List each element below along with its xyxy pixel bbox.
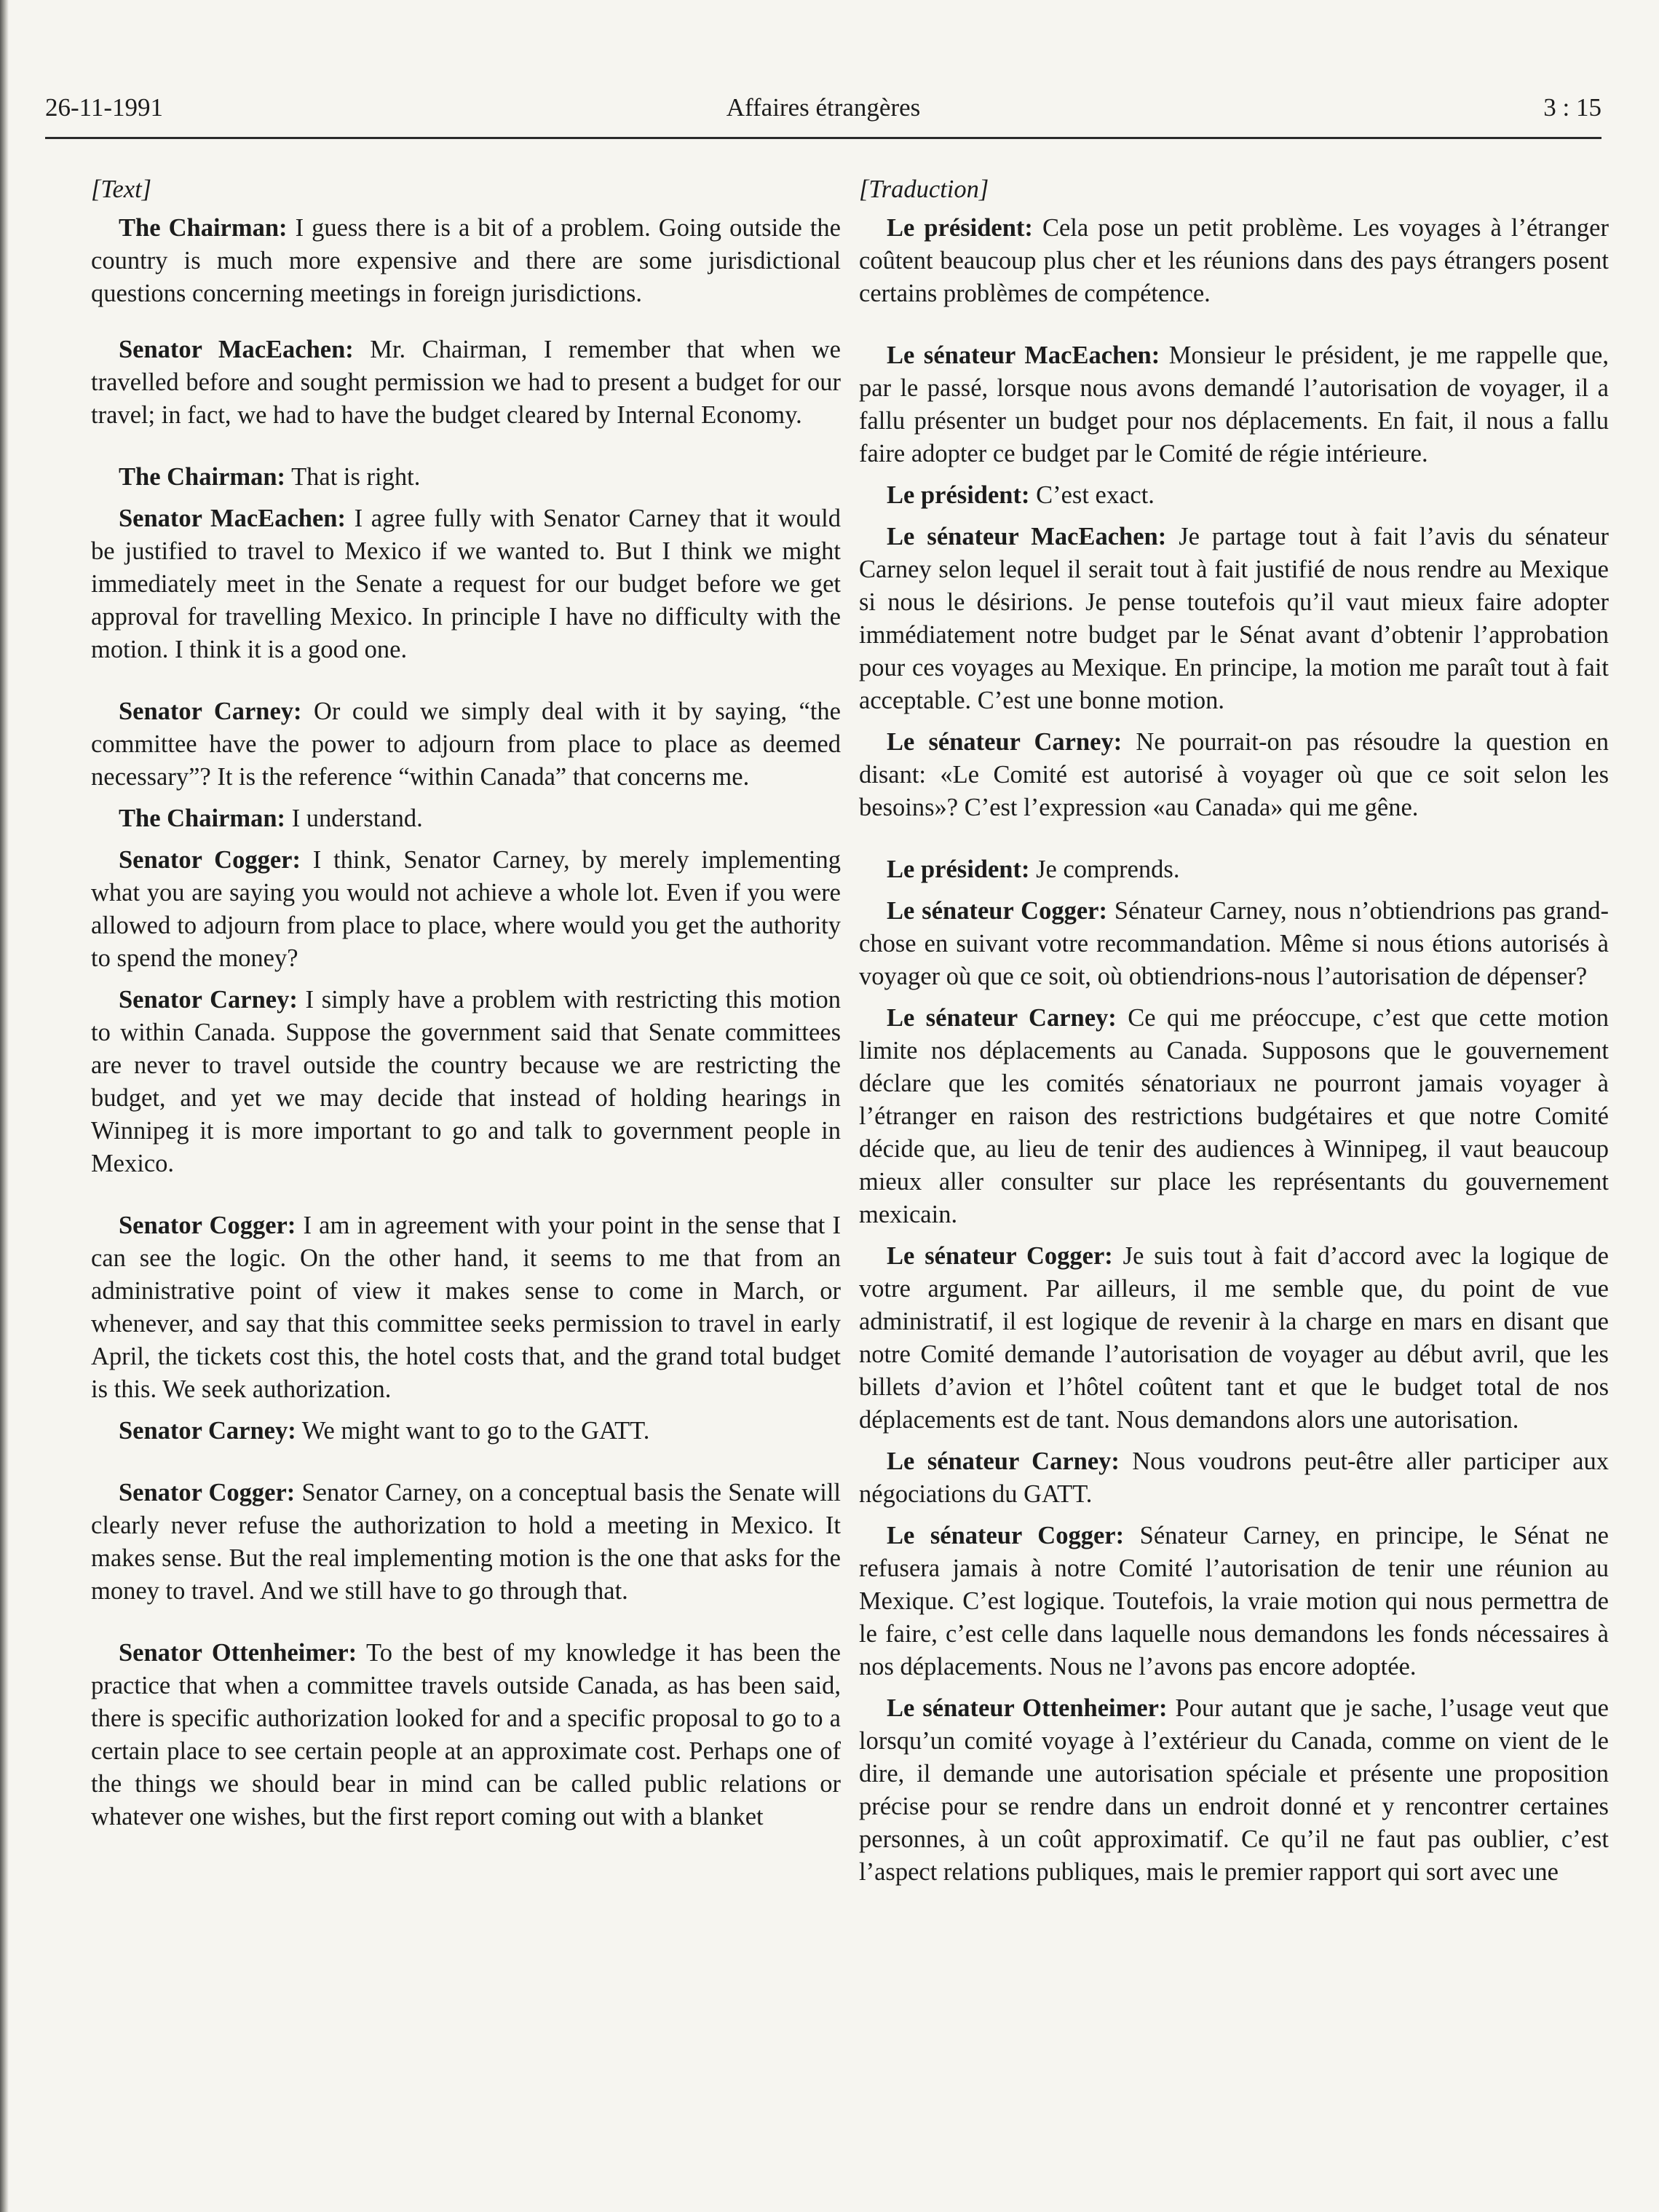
en-paragraph-7 — [91, 844, 841, 975]
fr-paragraph-4 — [859, 521, 1609, 717]
en-paragraph-8 — [91, 984, 841, 1180]
en-text: I agree fully with Senator Carney that it would be justified to travel to Mexico if we wanted to. But I think we might immediately meet in the Senate a request for our budget before we get approval for travelling Mexico. In principle I have no difficulty with the motion. I think it is a good one. — [91, 505, 841, 663]
en-paragraph-12 — [91, 1637, 841, 1833]
fr-speaker: Le sénateur Cogger: — [887, 1522, 1125, 1549]
fr-speaker: Le président: — [887, 214, 1033, 242]
en-text: I think, Senator Carney, by merely implementing what you are saying you would not achieve a whole lot. Even if you were allowed to adjourn from place to place, where would you get the authority to spend the money? — [91, 846, 841, 972]
en-text: I guess there is a bit of a problem. Going outside the country is much more expensive and there are some jurisdictional questions concerning meetings in foreign jurisdictions. — [91, 214, 841, 307]
en-paragraph-11 — [91, 1477, 841, 1608]
en-text: I am in agreement with your point in the sense that I can see the logic. On the other hand, it seems to me that from an administrative point of view it makes sense to come in March, or whenever, and say that this committee seeks permission to travel in early April, the tickets cost this, the hotel costs that, and the grand total budget is this. We seek authorization. — [91, 1212, 841, 1403]
fr-speaker: Le sénateur Cogger: — [887, 1242, 1113, 1270]
fr-paragraph-6 — [859, 853, 1609, 886]
en-speaker: The Chairman: — [119, 463, 286, 491]
en-speaker: Senator Cogger: — [119, 1479, 296, 1506]
fr-paragraph-12 — [859, 1692, 1609, 1889]
fr-paragraph-10 — [859, 1445, 1609, 1511]
header-date: 26-11-1991 — [45, 93, 164, 122]
en-text: Or could we simply deal with it by saying, “the committee have the power to adjourn from place to place as deemed necessary”? It is the reference “within Canada” that concerns me. — [91, 698, 841, 791]
fr-text: Monsieur le président, je me rappelle que, par le passé, lorsque nous avons demandé l’autorisation de voyager, il a fallu présenter un budget pour nos déplacements. En fait, il nous a fallu faire adopter ce budget par le Comité de régie intérieure. — [859, 341, 1609, 467]
french-section-label: [Traduction] — [859, 175, 989, 203]
en-paragraph-2 — [91, 333, 841, 432]
fr-text: C’est exact. — [1029, 481, 1155, 509]
fr-paragraph-1 — [859, 212, 1609, 310]
fr-paragraph-11 — [859, 1520, 1609, 1683]
english-column — [91, 173, 841, 1842]
fr-paragraph-5 — [859, 726, 1609, 824]
fr-text: Je partage tout à fait l’avis du sénateur Carney selon lequel il serait tout à fait justifié de nous rendre au Mexique si nous le désirions. Je pense toutefois qu’il vaut mieux faire adopter immédiatement notre budget par le Sénat avant d’obtenir l’approbation pour ces voyages au Mexique. En principe, la motion me paraît tout à fait acceptable. C’est une bonne motion. — [859, 523, 1609, 714]
en-speaker: Senator Carney: — [119, 1417, 296, 1445]
fr-text: Sénateur Carney, nous n’obtiendrions pas grand-chose en suivant votre recommandation. Même si nous étions autorisés à voyager où que ce soit, où obtiendrions-nous l’autorisation de dépenser? — [859, 897, 1609, 990]
fr-text: Ne pourrait-on pas résoudre la question en disant: «Le Comité est autorisé à voyager où que ce soit selon les besoins»? C’est l’expression «au Canada» qui me gêne. — [859, 728, 1609, 821]
fr-paragraph-3 — [859, 479, 1609, 512]
header-title: Affaires étrangères — [726, 93, 921, 122]
en-speaker: Senator Cogger: — [119, 1212, 296, 1239]
en-text: I understand. — [285, 805, 423, 832]
fr-speaker: Le sénateur Ottenheimer: — [887, 1694, 1168, 1722]
en-paragraph-3 — [91, 461, 841, 494]
page-header — [45, 93, 1601, 139]
fr-text: Nous voudrons peut-être aller participer aux négociations du GATT. — [859, 1447, 1609, 1508]
en-text: That is right. — [285, 463, 421, 491]
en-text: Senator Carney, on a conceptual basis the Senate will clearly never refuse the authorization to hold a meeting in Mexico. It makes sense. But the real implementing motion is the one that asks for the money to travel. And we still have to go through that. — [91, 1479, 841, 1605]
fr-speaker: Le président: — [887, 856, 1030, 883]
fr-paragraph-7 — [859, 895, 1609, 993]
en-text: We might want to go to the GATT. — [296, 1417, 650, 1445]
fr-text: Je suis tout à fait d’accord avec la logique de votre argument. Par ailleurs, il me semble que, du point de vue administratif, il est logique de revenir à la charge en mars en disant que notre Comité demande l’autorisation de voyager au début avril, que les billets d’avion et l’hôtel coûtent tant et que le budget total de nos déplacements est de tant. Nous demandons alors une autorisation. — [859, 1242, 1609, 1434]
en-text: I simply have a problem with restricting this motion to within Canada. Suppose the government said that Senate committees are never to travel outside the country because we are restricting the budget, and yet we may decide that instead of holding hearings in Winnipeg it is more important to go and talk to government people in Mexico. — [91, 986, 841, 1177]
en-speaker: The Chairman: — [119, 214, 288, 242]
fr-speaker: Le président: — [887, 481, 1030, 509]
header-page-number: 3 : 15 — [1543, 93, 1601, 122]
fr-text: Cela pose un petit problème. Les voyages à l’étranger coûtent beaucoup plus cher et les réunions dans des pays étrangers posent certains problèmes de compétence. — [859, 214, 1609, 307]
fr-speaker: Le sénateur Carney: — [887, 728, 1123, 756]
en-speaker: Senator MacEachen: — [119, 505, 346, 532]
en-text: Mr. Chairman, I remember that when we travelled before and sought permission we had to present a budget for our travel; in fact, we had to have the budget cleared by Internal Economy. — [91, 336, 841, 429]
fr-text: Ce qui me préoccupe, c’est que cette motion limite nos déplacements au Canada. Supposons que le gouvernement déclare que les comités sénatoriaux ne pourront jamais voyager à l’étranger en raison des restrictions budgétaires et que notre Comité décide que, au lieu de tenir des audiences à Winnipeg, il vaut beaucoup mieux aller consulter sur place les représentants du gouvernement mexicain. — [859, 1004, 1609, 1228]
en-paragraph-1 — [91, 212, 841, 310]
fr-speaker: Le sénateur Carney: — [887, 1004, 1117, 1032]
fr-speaker: Le sénateur Carney: — [887, 1447, 1120, 1475]
en-speaker: Senator Carney: — [119, 698, 302, 725]
en-text: To the best of my knowledge it has been the practice that when a committee travels outside Canada, as has been said, there is specific authorization looked for and a specific proposal to go to a certain place to see certain people at an approximate cost. Perhaps one of the things we should bear in mind can be called public relations or whatever one wishes, but the first report coming out with a blanket — [91, 1639, 841, 1830]
fr-paragraph-8 — [859, 1002, 1609, 1231]
fr-speaker: Le sénateur MacEachen: — [887, 523, 1167, 550]
french-column — [859, 173, 1609, 1897]
en-paragraph-5 — [91, 695, 841, 794]
fr-speaker: Le sénateur MacEachen: — [887, 341, 1160, 369]
en-speaker: Senator Ottenheimer: — [119, 1639, 357, 1667]
en-speaker: Senator MacEachen: — [119, 336, 354, 363]
fr-paragraph-9 — [859, 1240, 1609, 1437]
scan-page-edge — [0, 0, 9, 2212]
fr-speaker: Le sénateur Cogger: — [887, 897, 1107, 925]
fr-text: Pour autant que je sache, l’usage veut que lorsqu’un comité voyage à l’extérieur du Canada, comme on vient de le dire, il demande une autorisation spéciale et présente une proposition précise pour se rendre dans un endroit donné et y rencontrer certaines personnes, à un coût approximatif. Ce qu’il ne faut pas oublier, c’est l’aspect relations publiques, mais le premier rapport qui sort avec une — [859, 1694, 1609, 1886]
en-speaker: Senator Cogger: — [119, 846, 301, 874]
en-paragraph-9 — [91, 1209, 841, 1406]
en-speaker: Senator Carney: — [119, 986, 298, 1014]
fr-paragraph-2 — [859, 339, 1609, 470]
fr-text: Je comprends. — [1029, 856, 1180, 883]
en-speaker: The Chairman: — [119, 805, 286, 832]
fr-text: Sénateur Carney, en principe, le Sénat ne refusera jamais à notre Comité l’autorisation de tenir une réunion au Mexique. C’est logique. Toutefois, la vraie motion qui nous permettra de le faire, c’est celle dans laquelle nous demandons les fonds nécessaires à nos déplacements. Nous ne l’avons pas encore adoptée. — [859, 1522, 1609, 1680]
en-paragraph-4 — [91, 502, 841, 666]
en-paragraph-10 — [91, 1415, 841, 1447]
en-paragraph-6 — [91, 802, 841, 835]
english-section-label: [Text] — [91, 175, 152, 203]
